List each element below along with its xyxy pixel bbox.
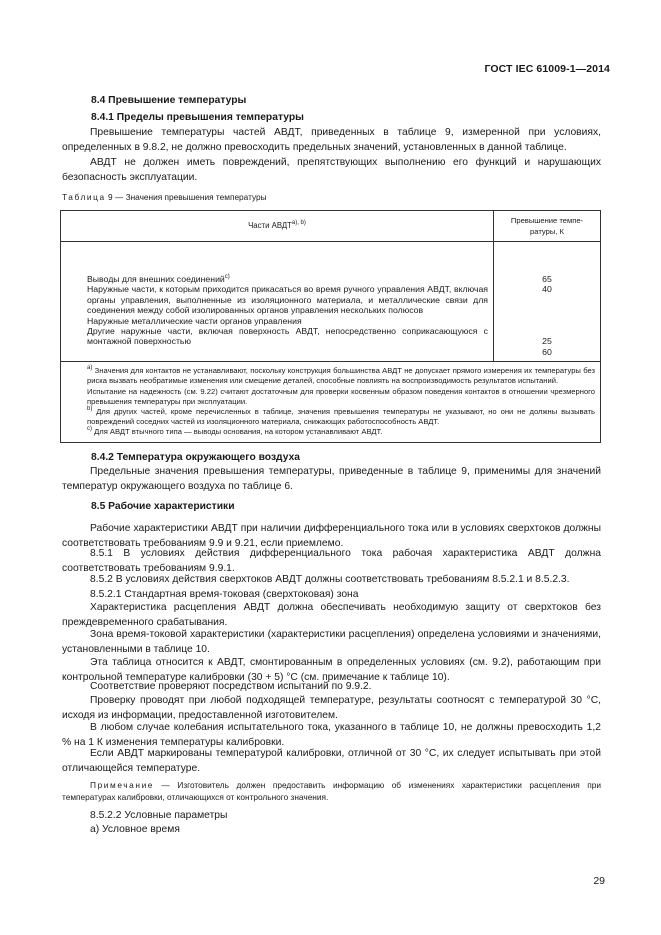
note — [62, 779, 601, 803]
table-row-value: 25 — [542, 336, 552, 347]
table-header-temperature: Превышение темпе-ратуры, К — [494, 211, 601, 242]
section-heading-8-4-2: 8.4.2 Температура окружающего воздуха — [91, 452, 301, 463]
table-header-parts: Части $АВДТ^{a), b)}$ — [61, 211, 494, 242]
table-row-value: 40 — [542, 284, 552, 295]
paragraph: Проверку проводят при любой подходящей температуре, результаты соотносят с температурой 30 °С, исходя из информации, предоставленной изготовителем. — [62, 695, 601, 722]
paragraph: Предельные значения превышения температуры, приведенные в таблице 9, применимы для значений температур окружающего воздуха по таблице 6. — [62, 466, 601, 493]
paragraph: 8.5.2.2 Условные параметры — [90, 810, 228, 821]
table-values-column — [494, 242, 601, 362]
table-row-part: Выводы для внешних соединений$^{c)}$ — [87, 274, 230, 284]
table-row-part: Наружные металлические части органов управления — [87, 315, 302, 326]
section-heading-8-4: 8.4 Превышение температуры — [91, 95, 247, 106]
paragraph: Если АВДТ маркированы температурой калибровки, отличной от 30 °С, их следует испытывать при этой отличающейся температуре. — [62, 748, 601, 775]
footnote-a-continued: Испытание на надежность (см. 9.22) считают достаточным для проверки косвенным образом поведения контактов в отношении чрезмерного превышения температуры при эксплуатации. — [87, 386, 595, 406]
list-item: а) Условное время — [90, 824, 180, 835]
table-caption-word: Таблица — [62, 192, 106, 202]
paragraph: Превышение температуры частей АВДТ, приведенных в таблице 9, измеренной при условиях, определенных в 9.8.2, не должно превосходить предельных значений, установленных в данной таблице. — [62, 127, 601, 154]
paragraph: 8.5.2.1 Стандартная время-токовая (сверхтоковая) зона — [90, 589, 359, 600]
table-caption-text: 9 — Значения превышения температуры — [108, 192, 267, 202]
note-text: — Изготовитель должен предоставить информацию об изменениях характеристики расцепления при температурах калибровки, отличающихся от контрольного значения. — [62, 780, 601, 803]
paragraph: 8.5.1 В условиях действия дифференциального тока рабочая характеристика АВДТ должна соответствовать требованиям 9.9.1. — [62, 548, 601, 575]
table-row-part: Другие наружные части, включая поверхность АВДТ, непосредственно соприкасающуюся с монтажной поверхностью — [87, 326, 488, 347]
table-footnotes — [61, 362, 601, 442]
paragraph: Соответствие проверяют посредством испытаний по 9.9.2. — [90, 681, 372, 692]
section-heading-8-5: 8.5 Рабочие характеристики — [91, 501, 235, 512]
page-number: 29 — [593, 875, 605, 887]
footnote-a: $^{a)}$ Значения для контактов не устанавливают, поскольку конструкция большинства АВДТ не допускает прямого измерения их температуры без риска вызвать необратимые изменения или смещение деталей, способные повлиять на воспроизводимость результатов испытаний. — [87, 365, 595, 386]
table-row-value: 60 — [542, 346, 552, 357]
paragraph: Зона время-токовой характеристики (характеристики расцепления) определена условиями и значениями, установленными в таблице 10. — [62, 629, 601, 656]
footnote-c: $^{c)}$ Для АВДТ втычного типа — выводы основания, на котором устанавливают АВДТ. — [87, 426, 383, 437]
paragraph: Характеристика расцепления АВДТ должна обеспечивать необходимую защиту от сверхтоков без преждевременного срабатывания. — [62, 602, 601, 629]
paragraph: 8.5.2 В условиях действия сверхтоков АВДТ должны соответствовать требованиям 8.5.2.1 и 8.5.2.3. — [90, 574, 570, 585]
paragraph: Эта таблица относится к АВДТ, смонтированным в определенных условиях (см. 9.2), работающим при контрольной температуре калибровки (30 + 5) °С (см. примечание к таблице 10). — [62, 657, 601, 684]
temperature-rise-table — [60, 210, 601, 443]
table-row-part: Наружные части, к которым приходится прикасаться во время ручного управления АВДТ, включая органы управления, выполненные из изоляционного материала, и металлические связи для соединения между собой изолированных органов управления нескольких полюсов — [87, 284, 488, 316]
footnote-b: $^{b)}$ Для других частей, кроме перечисленных в таблице, значения превышения температуры не указывают, но они не должны вызывать повреждений соседних частей из изоляционного материала, снижающих работоспособность АВДТ. — [87, 406, 595, 427]
note-label: Примечание — [90, 780, 155, 790]
section-heading-8-4-1: 8.4.1 Пределы превышения температуры — [91, 112, 304, 123]
table-caption — [62, 192, 267, 202]
table-parts-column — [61, 242, 494, 362]
document-header: ГОСТ IEC 61009-1—2014 — [484, 63, 610, 75]
paragraph: В любом случае колебания испытательного тока, указанного в таблице 10, не должны превосходить 1,2 % на 1 К изменения температуры калибровки. — [62, 722, 601, 749]
table-row-value: 65 — [542, 274, 552, 284]
paragraph: АВДТ не должен иметь повреждений, препятствующих выполнению его функций и нарушающих безопасность эксплуатации. — [62, 157, 601, 184]
paragraph: Рабочие характеристики АВДТ при наличии дифференциального тока или в условиях сверхтоков должны соответствовать требованиям 9.9 и 9.21, если приемлемо. — [62, 523, 601, 550]
